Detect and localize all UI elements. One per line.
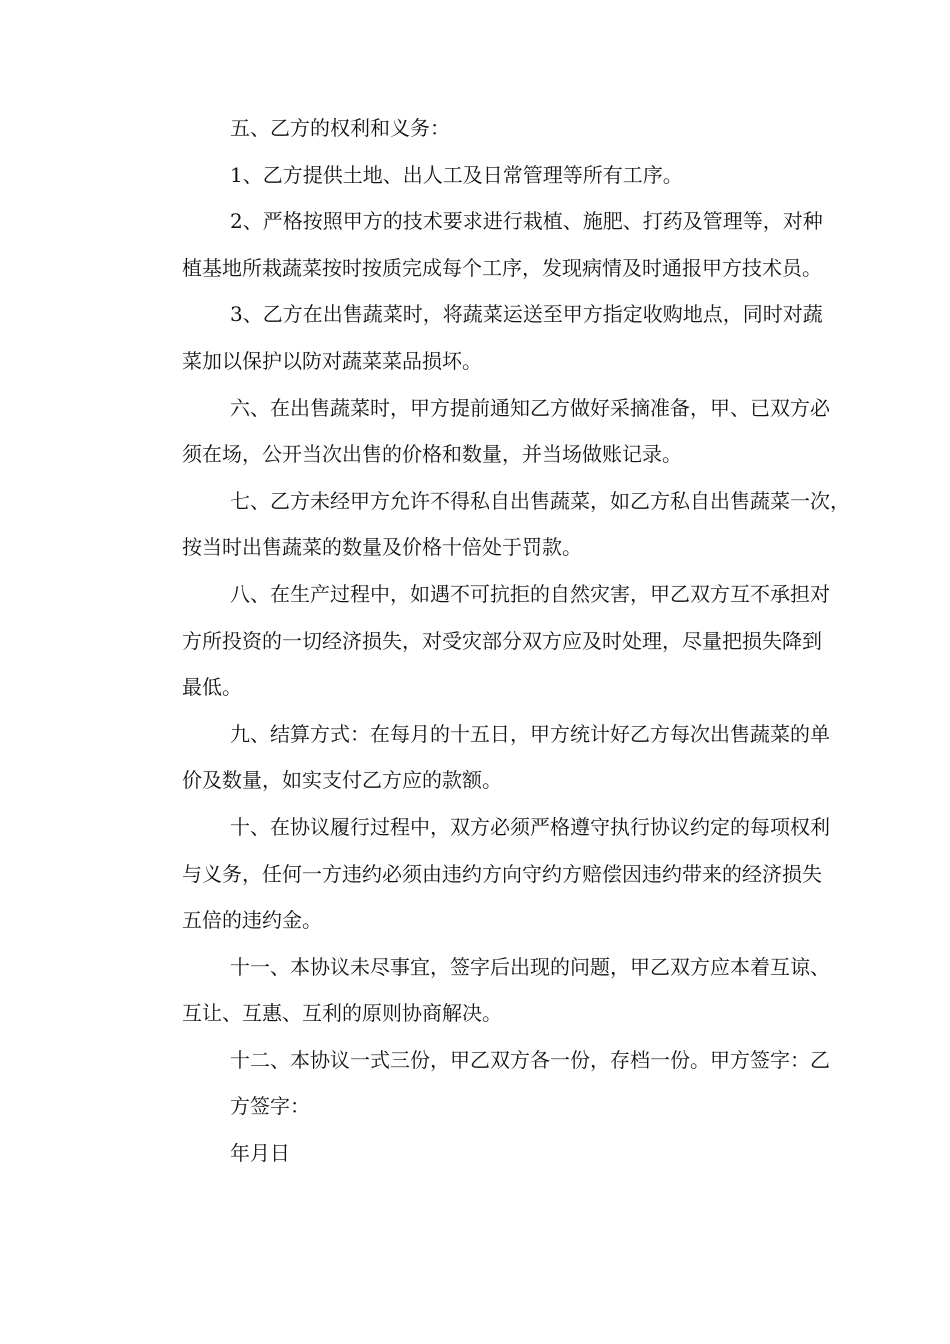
paragraph-item-1 <box>134 152 824 199</box>
text-line: 按当时出售蔬菜的数量及价格十倍处于罚款。 <box>182 535 582 560</box>
text-line: 十一、本协议未尽事宜，签字后出现的问题，甲乙双方应本着互谅、 <box>230 954 830 979</box>
paragraph-section-11 <box>134 944 830 1037</box>
text-line: 七、乙方未经甲方允许不得私自出售蔬菜，如乙方私自出售蔬菜一次， <box>230 488 850 513</box>
document-body <box>134 105 850 1177</box>
date-placeholder: 年月日 <box>230 1141 290 1166</box>
text-line: 2、严格按照甲方的技术要求进行栽植、施肥、打药及管理等，对种 <box>230 209 823 234</box>
text-line: 五、乙方的权利和义务： <box>230 116 450 140</box>
paragraph-section-12 <box>134 1037 830 1130</box>
text-line: 植基地所栽蔬菜按时按质完成每个工序，发现病情及时通报甲方技术员。 <box>182 255 822 280</box>
paragraph-item-2 <box>134 198 824 291</box>
text-line: 五倍的违约金。 <box>182 908 322 933</box>
text-line: 3、乙方在出售蔬菜时，将蔬菜运送至甲方指定收购地点，同时对蔬 <box>230 302 823 327</box>
text-line: 须在场，公开当次出售的价格和数量，并当场做账记录。 <box>182 442 682 467</box>
text-line: 六、在出售蔬菜时，甲方提前通知乙方做好采摘准备，甲、已双方必 <box>230 395 830 420</box>
text-line: 十、在协议履行过程中，双方必须严格遵守执行协议约定的每项权利 <box>230 814 830 839</box>
paragraph-section-7 <box>134 478 850 571</box>
text-line: 方所投资的一切经济损失，对受灾部分双方应及时处理，尽量把损失降到 <box>182 628 822 653</box>
paragraph-date-line <box>134 1130 824 1177</box>
text-line: 九、结算方式：在每月的十五日，甲方统计好乙方每次出售蔬菜的单 <box>230 721 830 746</box>
text-line: 与义务，任何一方违约必须由违约方向守约方赔偿因违约带来的经济损失 <box>182 861 822 886</box>
text-line: 最低。 <box>182 675 242 700</box>
paragraph-section-6 <box>134 385 830 478</box>
text-line: 方签字： <box>230 1094 310 1119</box>
paragraph-section-5-title <box>134 105 824 152</box>
paragraph-section-10 <box>134 804 830 944</box>
paragraph-section-9 <box>134 711 830 804</box>
text-line: 互让、互惠、互利的原则协商解决。 <box>182 1001 502 1026</box>
text-line: 1、乙方提供土地、出人工及日常管理等所有工序。 <box>230 162 683 187</box>
text-line: 菜加以保护以防对蔬菜菜品损坏。 <box>182 348 482 373</box>
text-line: 八、在生产过程中，如遇不可抗拒的自然灾害，甲乙双方互不承担对 <box>230 581 830 606</box>
paragraph-section-8 <box>134 571 830 711</box>
text-line: 十二、本协议一式三份，甲乙双方各一份，存档一份。甲方签字：乙 <box>230 1047 830 1072</box>
text-line: 价及数量，如实支付乙方应的款额。 <box>182 768 502 793</box>
paragraph-item-3 <box>134 291 824 384</box>
